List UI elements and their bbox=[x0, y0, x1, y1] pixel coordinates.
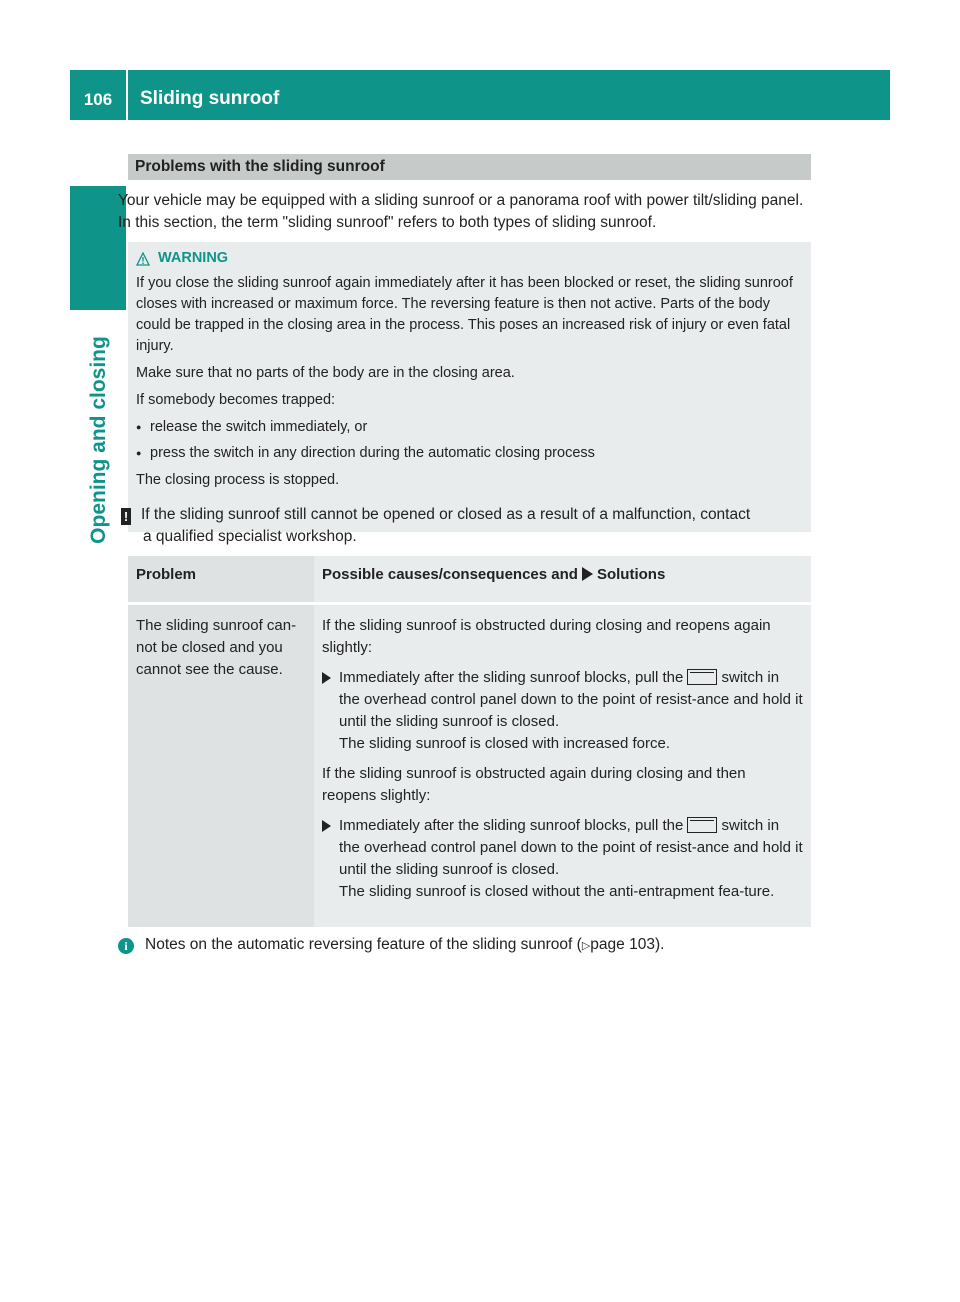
sunroof-switch-icon bbox=[687, 669, 717, 685]
main-content bbox=[118, 154, 811, 953]
notice-text: If the sliding sunroof still cannot be opened or closed as a result of a malfunction, contact bbox=[141, 506, 751, 523]
info-icon: i bbox=[118, 938, 134, 954]
info-note bbox=[118, 934, 818, 957]
column-header-problem: Problem bbox=[128, 556, 314, 604]
page-title: Sliding sunroof bbox=[128, 70, 890, 120]
malfunction-notice bbox=[121, 504, 811, 548]
action-step bbox=[322, 815, 803, 903]
step-result: The sliding sunroof is closed with increased force. bbox=[339, 735, 670, 752]
list-item-text: release the switch immediately, or bbox=[150, 419, 368, 435]
step-text: Immediately after the sliding sunroof blocks, pull the bbox=[339, 817, 684, 834]
warning-paragraph: The closing process is stopped. bbox=[136, 472, 340, 488]
page-ref-icon: ▷ bbox=[581, 940, 591, 952]
list-item-text: press the switch in any direction during the automatic closing process bbox=[150, 445, 595, 461]
bullet-icon: ● bbox=[136, 422, 142, 432]
column-header-text: Possible causes/consequences and bbox=[322, 566, 578, 583]
page-number: 106 bbox=[70, 70, 126, 120]
page-ref-link[interactable]: page 103). bbox=[590, 936, 665, 953]
warning-triangle-icon bbox=[136, 252, 150, 266]
solution-cell bbox=[314, 604, 811, 928]
problem-cell: The sliding sunroof can-not be closed and you cannot see the cause. bbox=[128, 604, 314, 928]
column-header-solutions bbox=[314, 556, 811, 604]
cause-text: If the sliding sunroof is obstructed during closing and reopens again slightly: bbox=[322, 617, 771, 656]
column-header-text: Solutions bbox=[596, 566, 666, 583]
cause-text: If the sliding sunroof is obstructed again during closing and then reopens slightly: bbox=[322, 765, 746, 804]
side-tab-label: Opening and closing bbox=[87, 336, 110, 544]
list-item bbox=[136, 443, 803, 464]
step-text: Immediately after the sliding sunroof blocks, pull the bbox=[339, 669, 684, 686]
step-text: switch in the overhead control panel down to the point of resist-ance and hold it until the sliding sunroof is closed. bbox=[339, 817, 803, 878]
warning-paragraph: If somebody becomes trapped: bbox=[136, 392, 336, 408]
table-row bbox=[128, 604, 811, 928]
step-result: The sliding sunroof is closed without the anti-entrapment fea-ture. bbox=[339, 883, 775, 900]
side-tab bbox=[75, 310, 123, 570]
warning-paragraph: Make sure that no parts of the body are in the closing area. bbox=[136, 365, 515, 381]
bullet-icon: ● bbox=[136, 448, 142, 458]
sunroof-switch-icon bbox=[687, 817, 717, 833]
table-header-row bbox=[128, 556, 811, 604]
arrow-right-icon bbox=[322, 820, 331, 832]
notice-text: a qualified specialist workshop. bbox=[143, 528, 357, 545]
exclamation-icon: ! bbox=[121, 508, 131, 525]
list-item bbox=[136, 417, 803, 438]
warning-paragraph: If you close the sliding sunroof again immediately after it has been blocked or reset, the sliding sunroof closes with increased or maximum force. The reversing feature is then not active. Parts of the body could be trapped in the closing area in the process. This poses an increased risk of injury or even fatal injury. bbox=[136, 275, 793, 354]
page-header bbox=[70, 70, 890, 120]
info-text-part: Notes on the automatic reversing feature of the sliding sunroof ( bbox=[145, 936, 582, 953]
info-text bbox=[145, 934, 664, 957]
step-text: switch in the overhead control panel down to the point of resist-ance and hold it until the sliding sunroof is closed. bbox=[339, 669, 803, 730]
arrow-right-icon bbox=[322, 672, 331, 684]
warning-box bbox=[128, 242, 811, 532]
warning-bullets bbox=[136, 417, 803, 464]
action-step bbox=[322, 667, 803, 755]
warning-title: WARNING bbox=[158, 250, 229, 266]
troubleshooting-table bbox=[128, 556, 811, 927]
section-intro: Your vehicle may be equipped with a sliding sunroof or a panorama roof with power tilt/sliding panel. In this section, the term "sliding sunroof" refers to both types of sliding sunroof. bbox=[118, 192, 804, 231]
arrow-right-icon bbox=[582, 567, 593, 581]
section-heading: Problems with the sliding sunroof bbox=[128, 154, 811, 180]
warning-title-row bbox=[136, 248, 803, 269]
